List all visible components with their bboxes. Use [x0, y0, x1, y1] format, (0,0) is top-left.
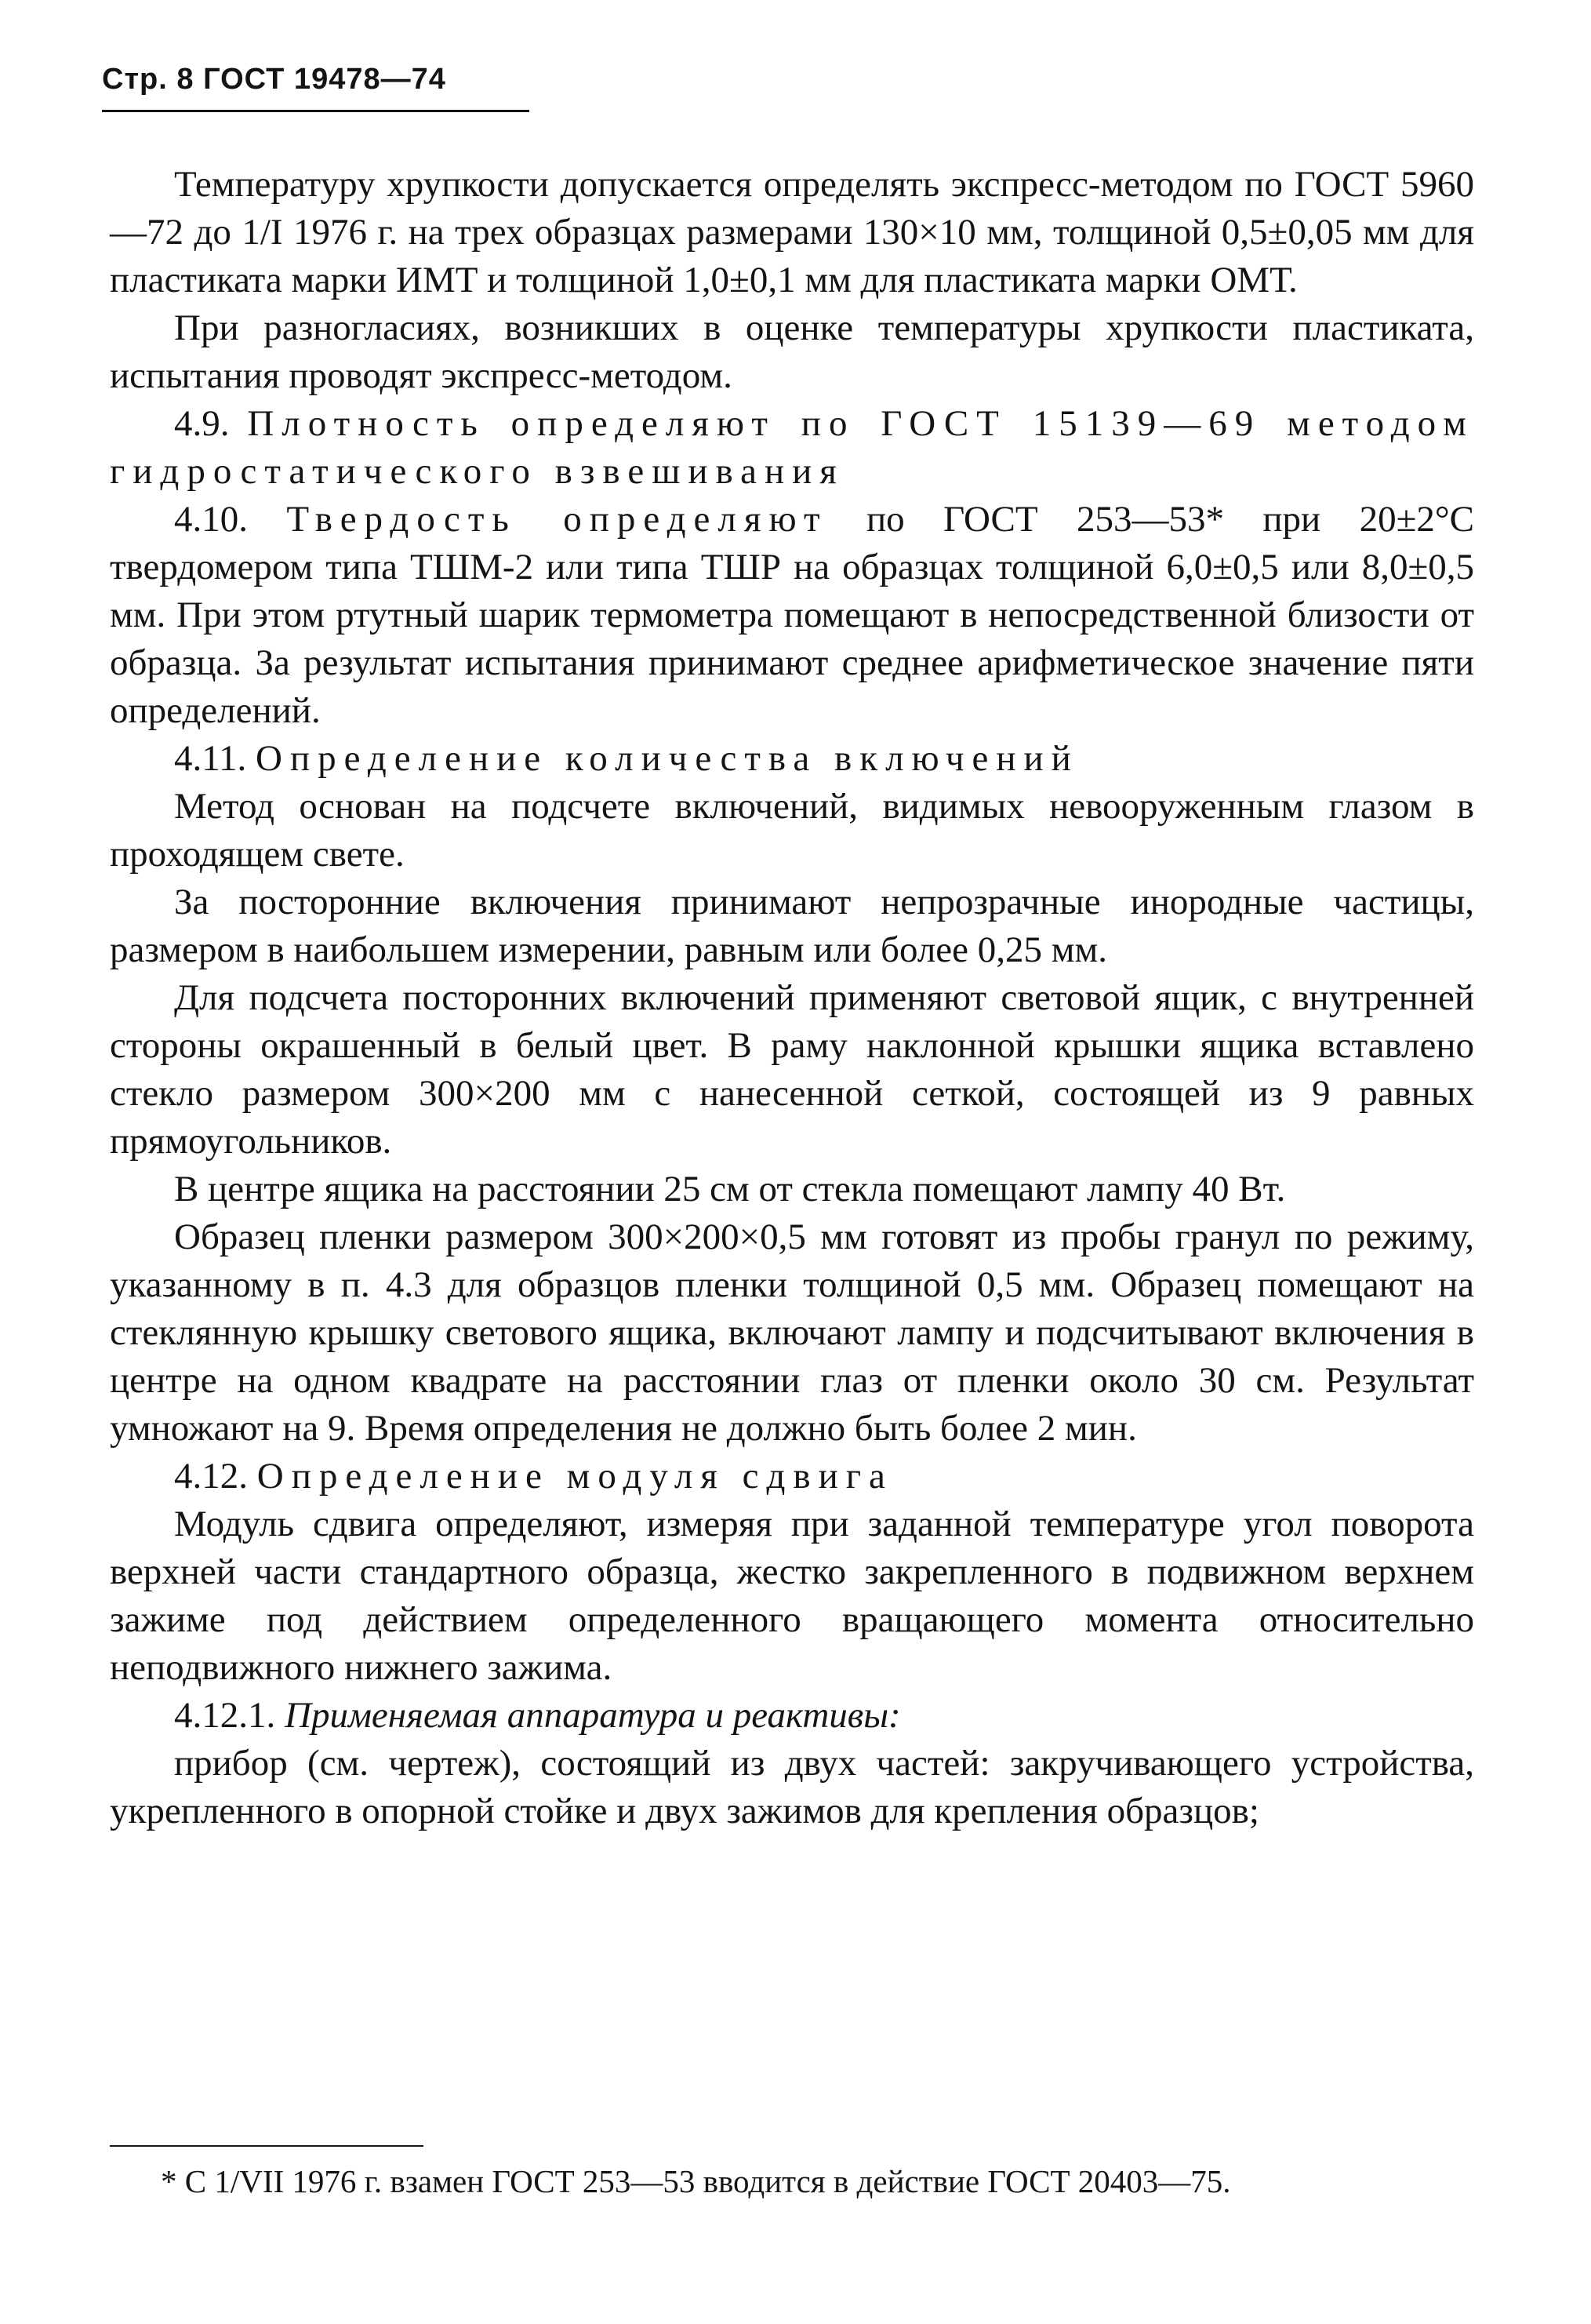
section-heading: Плотность определяют по ГОСТ 15139—69 методом гидростатического взвешивания [110, 403, 1475, 492]
section-number: 4.11. [174, 738, 247, 779]
paragraph: Образец пленки размером 300×200×0,5 мм готовят из пробы гранул по режиму, указанному в п. 4.3 для образцов пленки толщиной 0,5 мм. Образец помещают на стеклянную крышку светового ящика, включают лампу и подсчитывают включения в центре на одном квадрате на расстоянии глаз от пленки около 30 см. Результат умножают на 9. Время определения не должно быть более 2 мин. [110, 1217, 1474, 1449]
section-4-11 [110, 735, 1474, 783]
paragraph: Температуру хрупкости допускается определять экспресс-методом по ГОСТ 5960—72 до 1/I 1976 г. на трех образцах размерами 130×10 мм, толщиной 0,5±0,05 мм для пластиката марки ИМТ и толщиной 1,0±0,1 мм для пластиката марки ОМТ. [110, 164, 1474, 300]
footnote-rule [110, 2145, 423, 2147]
paragraph: За посторонние включения принимают непрозрачные инородные частицы, размером в наибольшем измерении, равным или более 0,25 мм. [110, 882, 1474, 970]
paragraph: При разногласиях, возникших в оценке температуры хрупкости пластиката, испытания проводят экспресс-методом. [110, 307, 1474, 396]
paragraph: Модуль сдвига определяют, измеряя при заданной температуре угол поворота верхней части стандартного образца, жестко закрепленного в подвижном верхнем зажиме под действием определенного вращающего момента относительно неподвижного нижнего зажима. [110, 1504, 1474, 1688]
section-4-12-1 [110, 1692, 1474, 1740]
section-number: 4.12.1. [174, 1695, 276, 1736]
section-number: 4.9. [174, 403, 230, 444]
section-heading: Применяемая аппаратура и реактивы: [285, 1695, 901, 1736]
section-heading: Определение количества включений [256, 738, 1079, 779]
section-4-12 [110, 1453, 1474, 1500]
section-number: 4.10. [174, 499, 248, 540]
header-rule [102, 110, 529, 112]
page-header: Стр. 8 ГОСТ 19478—74 [102, 63, 446, 96]
paragraph: Метод основан на подсчете включений, видимых невооруженным глазом в проходящем свете. [110, 786, 1474, 875]
paragraph: прибор (см. чертеж), состоящий из двух частей: закручивающего устройства, укрепленного в опорной стойке и двух зажимов для крепления образцов; [110, 1743, 1474, 1831]
section-heading: Определение модуля сдвига [256, 1456, 893, 1497]
document-body [110, 161, 1474, 1835]
section-4-10: 4.10. Твердость определяют по ГОСТ 253—53* при 20±2°С твердомером типа ТШМ-2 или типа ТШР на образцах толщиной 6,0±0,5 или 8,0±0,5 мм. При этом ртутный шарик термометра помещают в непосредственной близости от образца. За результат испытания принимают среднее арифметическое значение пяти определений. [110, 499, 1475, 731]
section-heading: Твердость определяют [286, 499, 828, 540]
paragraph: В центре ящика на расстоянии 25 см от стекла помещают лампу 40 Вт. [174, 1169, 1286, 1209]
paragraph: Для подсчета посторонних включений применяют световой ящик, с внутренней стороны окрашенный в белый цвет. В раму наклонной крышки ящика вставлено стекло размером 300×200 мм с нанесенной сеткой, состоящей из 9 равных прямоугольников. [110, 977, 1474, 1162]
section-4-9 [110, 400, 1474, 496]
section-number: 4.12. [174, 1456, 248, 1497]
footnote: * С 1/VII 1976 г. взамен ГОСТ 253—53 вводится в действие ГОСТ 20403—75. [161, 2163, 1231, 2199]
